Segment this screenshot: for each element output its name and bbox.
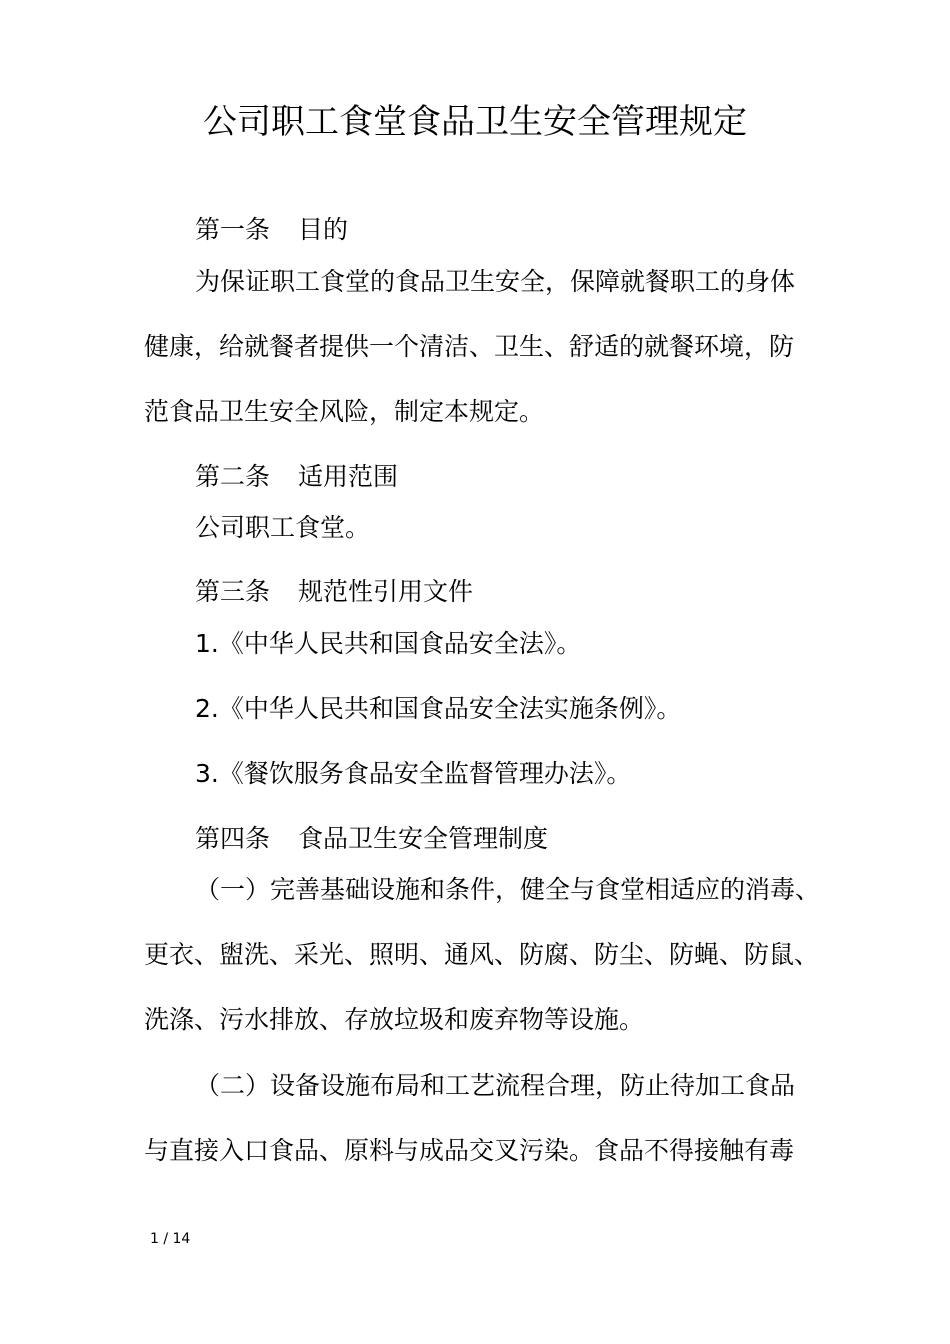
paragraph-line: 更衣、盥洗、采光、照明、通风、防腐、防尘、防蝇、防鼠、 [144, 940, 820, 969]
document-title: 公司职工食堂食品卫生安全管理规定 [203, 102, 747, 142]
article-heading [195, 460, 398, 494]
article-title: 规范性引用文件 [298, 577, 474, 606]
article-heading [195, 213, 348, 247]
paragraph-line: 洗涤、污水排放、存放垃圾和废弃物等设施。 [144, 1005, 645, 1034]
paragraph-line: 公司职工食堂。 [195, 513, 371, 542]
paragraph-line: 范食品卫生安全风险，制定本规定。 [144, 397, 545, 426]
article-number: 第三条 [195, 577, 271, 606]
reference-item: 1.《中华人民共和国食品安全法》。 [195, 629, 582, 658]
article-title: 目的 [298, 215, 349, 244]
article-heading [195, 575, 473, 609]
article-title: 食品卫生安全管理制度 [298, 824, 549, 853]
paragraph-line: （一）完善基础设施和条件，健全与食堂相适应的消毒、 [195, 875, 821, 904]
article-number: 第二条 [195, 462, 271, 491]
article-number: 第一条 [195, 215, 271, 244]
paragraph-line: 健康，给就餐者提供一个清洁、卫生、舒适的就餐环境，防 [144, 332, 795, 361]
article-number: 第四条 [195, 824, 271, 853]
reference-item: 2.《中华人民共和国食品安全法实施条例》。 [195, 694, 682, 723]
paragraph-line: 与直接入口食品、原料与成品交叉污染。食品不得接触有毒 [144, 1136, 795, 1165]
paragraph-line: 为保证职工食堂的食品卫生安全，保障就餐职工的身体 [195, 267, 796, 296]
paragraph-line: （二）设备设施布局和工艺流程合理，防止待加工食品 [195, 1071, 796, 1100]
reference-item: 3.《餐饮服务食品安全监督管理办法》。 [195, 759, 632, 788]
page-indicator: 1 / 14 [150, 1231, 191, 1247]
article-heading [195, 822, 548, 856]
article-title: 适用范围 [298, 462, 399, 491]
